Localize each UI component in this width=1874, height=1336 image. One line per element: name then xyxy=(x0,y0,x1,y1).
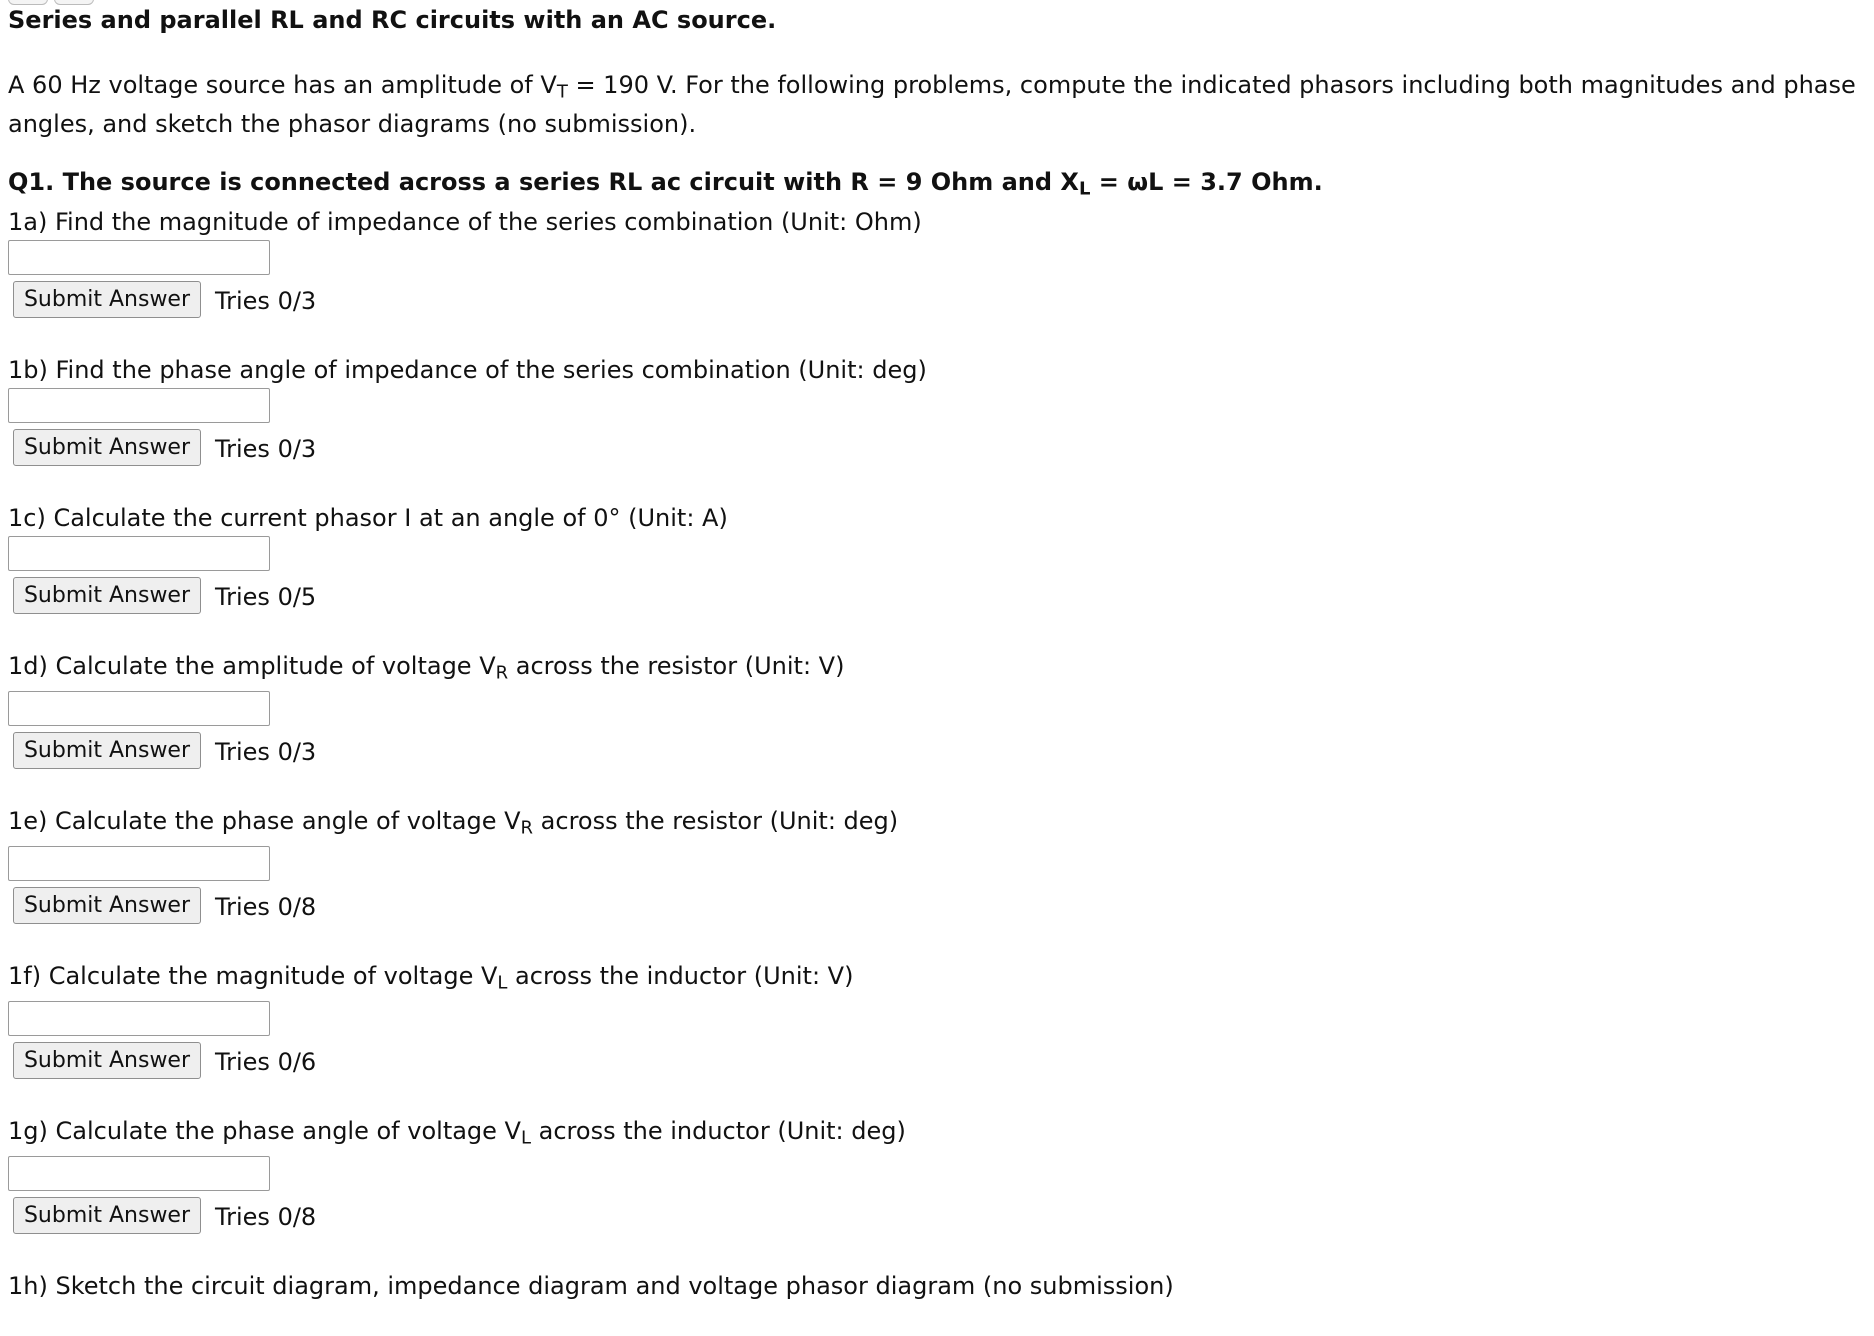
part-1f-label: 1f) Calculate the magnitude of voltage $V_L$ across the inductor (Unit: V) xyxy=(8,962,854,994)
page-title: Series and parallel RL and RC circuits with an AC source. xyxy=(8,6,777,34)
part-1f-tries: Tries 0/6 xyxy=(215,1048,317,1076)
part-1f-answer-input[interactable] xyxy=(8,1001,270,1036)
part-1a-submit-button[interactable]: Submit Answer xyxy=(13,281,201,318)
part-1a-answer-input[interactable] xyxy=(8,240,270,275)
part-1e-submit-button[interactable]: Submit Answer xyxy=(13,887,201,924)
part-1d-label: 1d) Calculate the amplitude of voltage $V_R$ across the resistor (Unit: V) xyxy=(8,652,845,684)
top-tab-right[interactable] xyxy=(54,0,94,5)
part-1b-tries: Tries 0/3 xyxy=(215,435,317,463)
part-1g-answer-input[interactable] xyxy=(8,1156,270,1191)
part-1g-tries: Tries 0/8 xyxy=(215,1203,317,1231)
part-1b-answer-input[interactable] xyxy=(8,388,270,423)
part-1a-tries: Tries 0/3 xyxy=(215,287,317,315)
part-1c-tries: Tries 0/5 xyxy=(215,583,317,611)
part-1e-tries: Tries 0/8 xyxy=(215,893,317,921)
intro-paragraph: A 60 Hz voltage source has an amplitude of $V_T = 190$ V. For the following problems, compute the indicated phasors including both magnitudes and phase angles, and sketch the phasor diagrams (no submission). xyxy=(8,71,1856,138)
part-1d-answer-input[interactable] xyxy=(8,691,270,726)
top-tab-left[interactable] xyxy=(8,0,48,5)
part-1g-label: 1g) Calculate the phase angle of voltage $V_L$ across the inductor (Unit: deg) xyxy=(8,1117,906,1149)
part-1b-label: 1b) Find the phase angle of impedance of the series combination (Unit: deg) xyxy=(8,356,927,384)
part-1e-label: 1e) Calculate the phase angle of voltage $V_R$ across the resistor (Unit: deg) xyxy=(8,807,899,839)
question-1-heading: Q1. The source is connected across a series RL ac circuit with R = 9 Ohm and $X_L = \omega L = 3.7$ Ohm. xyxy=(8,168,1323,200)
part-1h-label: 1h) Sketch the circuit diagram, impedance diagram and voltage phasor diagram (no submission) xyxy=(8,1272,1174,1300)
part-1d-submit-button[interactable]: Submit Answer xyxy=(13,732,201,769)
part-1f-submit-button[interactable]: Submit Answer xyxy=(13,1042,201,1079)
part-1c-label: 1c) Calculate the current phasor I at an angle of 0° (Unit: A) xyxy=(8,504,728,532)
part-1d-tries: Tries 0/3 xyxy=(215,738,317,766)
part-1a-label: 1a) Find the magnitude of impedance of the series combination (Unit: Ohm) xyxy=(8,208,922,236)
part-1c-answer-input[interactable] xyxy=(8,536,270,571)
part-1g-submit-button[interactable]: Submit Answer xyxy=(13,1197,201,1234)
part-1b-submit-button[interactable]: Submit Answer xyxy=(13,429,201,466)
part-1e-answer-input[interactable] xyxy=(8,846,270,881)
part-1c-submit-button[interactable]: Submit Answer xyxy=(13,577,201,614)
